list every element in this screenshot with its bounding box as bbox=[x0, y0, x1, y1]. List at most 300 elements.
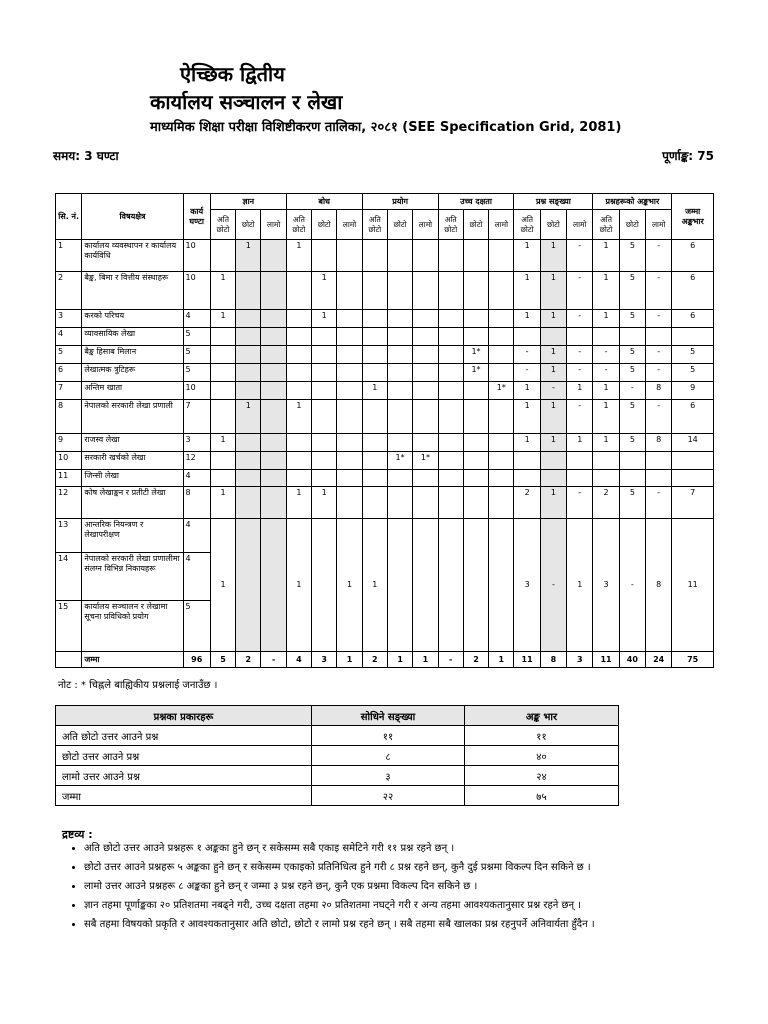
cell-u-1 bbox=[312, 346, 337, 364]
header-long: लामो bbox=[261, 210, 286, 240]
row-sn: 1 bbox=[56, 240, 82, 272]
cell-a-0 bbox=[362, 487, 387, 519]
header-long: लामो bbox=[413, 210, 438, 240]
cell-u-1: 1 bbox=[312, 272, 337, 310]
time-label: समय: bbox=[53, 149, 81, 163]
note-item: • लामो उत्तर आउने प्रश्नहरू ८ अङ्कका हुने छन् र जम्मा ३ प्रश्न रहने छन्, कुनै एक प्रश्नमा विकल्प दिन सकिने छ । bbox=[84, 879, 744, 895]
cell-k-0 bbox=[210, 470, 235, 487]
summary-cell: जम्मा bbox=[56, 786, 312, 806]
total-label: जम्मा bbox=[82, 652, 183, 668]
summary-cell: छोटो उत्तर आउने प्रश्न bbox=[56, 746, 312, 766]
cell-a-1 bbox=[387, 328, 412, 346]
cell-q-2: - bbox=[567, 310, 593, 328]
cell-a-1 bbox=[387, 272, 412, 310]
row-area: लेखात्मक त्रुटिहरू bbox=[82, 364, 183, 382]
total-cell-m-2: 24 bbox=[646, 652, 672, 668]
cell-k-1 bbox=[236, 310, 261, 328]
cell-a-1 bbox=[387, 346, 412, 364]
cell-h-2 bbox=[489, 487, 514, 519]
summary-cell: ४० bbox=[465, 746, 619, 766]
merged-cell-u-2: 1 bbox=[337, 519, 362, 652]
cell-h-1 bbox=[463, 240, 488, 272]
row-hours: 10 bbox=[183, 382, 210, 400]
cell-k-2 bbox=[261, 328, 286, 346]
title-subject-name: कार्यालय सञ्चालन र लेखा bbox=[150, 90, 343, 114]
cell-u-0 bbox=[286, 434, 311, 452]
grid-row bbox=[56, 364, 714, 382]
cell-m-1: 5 bbox=[619, 487, 645, 519]
cell-h-0 bbox=[438, 240, 463, 272]
summary-row bbox=[56, 766, 619, 786]
cell-k-2 bbox=[261, 272, 286, 310]
cell-u-0: 1 bbox=[286, 487, 311, 519]
total-cell-a-0: 2 bbox=[362, 652, 387, 668]
footnote: नोट : * चिह्नले बाह्यिकीय प्रश्नलाई जनाउँछ । bbox=[58, 680, 218, 691]
total-cell-u-2: 1 bbox=[337, 652, 362, 668]
header-vshort: अति छोटो bbox=[210, 210, 235, 240]
row-hours: 4 bbox=[183, 470, 210, 487]
cell-a-1 bbox=[387, 364, 412, 382]
cell-h-1 bbox=[463, 382, 488, 400]
cell-h-2 bbox=[489, 272, 514, 310]
cell-h-0 bbox=[438, 328, 463, 346]
cell-q-0: 1 bbox=[514, 310, 540, 328]
row-sn: 9 bbox=[56, 434, 82, 452]
cell-a-0 bbox=[362, 434, 387, 452]
cell-k-1 bbox=[236, 434, 261, 452]
cell-u-1: 1 bbox=[312, 487, 337, 519]
cell-h-2 bbox=[489, 328, 514, 346]
row-hours: 5 bbox=[183, 346, 210, 364]
merged-cell-m-0: 3 bbox=[593, 519, 619, 652]
cell-u-2 bbox=[337, 364, 362, 382]
grid-row bbox=[56, 310, 714, 328]
cell-a-2 bbox=[413, 272, 438, 310]
header-hours: कार्य घण्टा bbox=[183, 194, 210, 240]
cell-a-2 bbox=[413, 310, 438, 328]
row-total: 6 bbox=[672, 310, 714, 328]
cell-h-0 bbox=[438, 487, 463, 519]
cell-k-0: 1 bbox=[210, 310, 235, 328]
cell-m-1 bbox=[619, 470, 645, 487]
summary-header: प्रश्नका प्रकारहरू bbox=[56, 706, 312, 726]
cell-q-2 bbox=[567, 470, 593, 487]
cell-a-1: 1* bbox=[387, 452, 412, 470]
grand-total: 75 bbox=[672, 652, 714, 668]
summary-cell: ११ bbox=[465, 726, 619, 746]
cell-u-0: 1 bbox=[286, 240, 311, 272]
cell-q-1 bbox=[540, 470, 566, 487]
grid-row bbox=[56, 452, 714, 470]
cell-k-1 bbox=[236, 328, 261, 346]
cell-m-2: - bbox=[646, 240, 672, 272]
row-sn: 3 bbox=[56, 310, 82, 328]
row-sn: 7 bbox=[56, 382, 82, 400]
cell-q-0 bbox=[514, 328, 540, 346]
cell-k-0 bbox=[210, 382, 235, 400]
total-cell-h-0: - bbox=[438, 652, 463, 668]
cell-h-2: 1* bbox=[489, 382, 514, 400]
cell-u-0 bbox=[286, 364, 311, 382]
cell-m-1 bbox=[619, 452, 645, 470]
merged-cell-h-0 bbox=[438, 519, 463, 652]
cell-m-0: 1 bbox=[593, 434, 619, 452]
cell-a-1 bbox=[387, 434, 412, 452]
row-area: अन्तिम खाता bbox=[82, 382, 183, 400]
cell-q-2: - bbox=[567, 364, 593, 382]
cell-h-1 bbox=[463, 470, 488, 487]
total-cell-k-0: 5 bbox=[210, 652, 235, 668]
cell-k-0: 1 bbox=[210, 487, 235, 519]
summary-row bbox=[56, 726, 619, 746]
cell-q-0: 1 bbox=[514, 382, 540, 400]
total-cell-h-2: 1 bbox=[489, 652, 514, 668]
cell-u-2 bbox=[337, 346, 362, 364]
total-cell-k-2: - bbox=[261, 652, 286, 668]
cell-u-1 bbox=[312, 328, 337, 346]
grid-row bbox=[56, 487, 714, 519]
row-total: 9 bbox=[672, 382, 714, 400]
total-cell-h-1: 2 bbox=[463, 652, 488, 668]
merged-cell-m-1: - bbox=[619, 519, 645, 652]
merged-cell-k-1 bbox=[236, 519, 261, 652]
cell-a-2 bbox=[413, 400, 438, 434]
cell-u-2 bbox=[337, 452, 362, 470]
header-long: लामो bbox=[337, 210, 362, 240]
cell-u-1 bbox=[312, 400, 337, 434]
cell-u-2 bbox=[337, 400, 362, 434]
cell-h-1 bbox=[463, 328, 488, 346]
cell-q-2: - bbox=[567, 346, 593, 364]
cell-h-2 bbox=[489, 434, 514, 452]
cell-h-1: 1* bbox=[463, 346, 488, 364]
row-hours: 8 bbox=[183, 487, 210, 519]
cell-m-0: - bbox=[593, 364, 619, 382]
cell-q-0: - bbox=[514, 364, 540, 382]
header-higher-ability: उच्च दक्षता bbox=[438, 194, 514, 210]
grid-row bbox=[56, 470, 714, 487]
summary-header: अङ्क भार bbox=[465, 706, 619, 726]
cell-a-0 bbox=[362, 272, 387, 310]
cell-k-2 bbox=[261, 364, 286, 382]
cell-a-2 bbox=[413, 487, 438, 519]
merged-cell-q-0: 3 bbox=[514, 519, 540, 652]
total-cell-q-2: 3 bbox=[567, 652, 593, 668]
grid-row bbox=[56, 328, 714, 346]
cell-m-1: 5 bbox=[619, 364, 645, 382]
cell-k-0 bbox=[210, 452, 235, 470]
cell-k-2 bbox=[261, 310, 286, 328]
cell-m-1: 5 bbox=[619, 434, 645, 452]
cell-q-2: - bbox=[567, 240, 593, 272]
cell-u-0 bbox=[286, 346, 311, 364]
summary-cell: ८ bbox=[312, 746, 465, 766]
row-sn: 5 bbox=[56, 346, 82, 364]
cell-q-1 bbox=[540, 328, 566, 346]
cell-a-0 bbox=[362, 400, 387, 434]
cell-a-2 bbox=[413, 364, 438, 382]
merged-total: 11 bbox=[672, 519, 714, 652]
cell-k-2 bbox=[261, 346, 286, 364]
cell-u-2 bbox=[337, 240, 362, 272]
notes-list bbox=[62, 841, 744, 936]
cell-a-2 bbox=[413, 328, 438, 346]
cell-m-2: - bbox=[646, 272, 672, 310]
total-cell-q-0: 11 bbox=[514, 652, 540, 668]
row-area: नेपालको सरकारी लेखा प्रणाली bbox=[82, 400, 183, 434]
cell-m-0 bbox=[593, 328, 619, 346]
cell-h-1 bbox=[463, 452, 488, 470]
merged-cell-k-0: 1 bbox=[210, 519, 235, 652]
cell-q-0: 1 bbox=[514, 434, 540, 452]
merged-cell-a-0: 1 bbox=[362, 519, 387, 652]
merged-cell-u-0: 1 bbox=[286, 519, 311, 652]
row-area: आन्तरिक नियन्त्रण र लेखापरीक्षण bbox=[82, 519, 183, 553]
cell-u-0 bbox=[286, 272, 311, 310]
header-long: लामो bbox=[567, 210, 593, 240]
cell-u-1 bbox=[312, 382, 337, 400]
cell-q-1: - bbox=[540, 382, 566, 400]
cell-h-0 bbox=[438, 452, 463, 470]
cell-q-0: 2 bbox=[514, 487, 540, 519]
cell-m-0: 1 bbox=[593, 400, 619, 434]
cell-a-1 bbox=[387, 470, 412, 487]
row-hours: 5 bbox=[183, 364, 210, 382]
title-grid-name: माध्यमिक शिक्षा परीक्षा विशिष्टीकरण तालिका, २०८१ (SEE Specification Grid, 2081) bbox=[150, 120, 622, 135]
cell-k-0 bbox=[210, 346, 235, 364]
cell-m-2: - bbox=[646, 346, 672, 364]
grid-total-row bbox=[56, 652, 714, 668]
note-item: • ज्ञान तहमा पूर्णाङ्कका २० प्रतिशतमा नबढ्ने गरी, उच्च दक्षता तहमा २० प्रतिशतमा नघट्ने गरी र अन्य तहमा आवश्यकतानुसार प्रश्न रहने छन् । bbox=[84, 898, 744, 914]
cell-u-2 bbox=[337, 310, 362, 328]
row-sn: 2 bbox=[56, 272, 82, 310]
row-sn: 6 bbox=[56, 364, 82, 382]
cell-m-1: 5 bbox=[619, 310, 645, 328]
row-hours: 3 bbox=[183, 434, 210, 452]
header-understanding: बोध bbox=[286, 194, 362, 210]
cell-m-1: 5 bbox=[619, 272, 645, 310]
cell-m-2: - bbox=[646, 310, 672, 328]
cell-k-0 bbox=[210, 328, 235, 346]
row-sn: 8 bbox=[56, 400, 82, 434]
grid-row bbox=[56, 519, 714, 553]
cell-a-0 bbox=[362, 364, 387, 382]
cell-h-1 bbox=[463, 272, 488, 310]
cell-k-2 bbox=[261, 434, 286, 452]
summary-row bbox=[56, 746, 619, 766]
cell-m-0: 1 bbox=[593, 272, 619, 310]
total-sn bbox=[56, 652, 82, 668]
row-total bbox=[672, 452, 714, 470]
merged-cell-k-2 bbox=[261, 519, 286, 652]
row-total: 5 bbox=[672, 346, 714, 364]
row-hours: 4 bbox=[183, 519, 210, 553]
cell-h-0 bbox=[438, 364, 463, 382]
cell-h-0 bbox=[438, 470, 463, 487]
cell-q-1 bbox=[540, 452, 566, 470]
header-short: छोटो bbox=[540, 210, 566, 240]
row-hours: 7 bbox=[183, 400, 210, 434]
cell-u-0 bbox=[286, 452, 311, 470]
cell-h-0 bbox=[438, 400, 463, 434]
row-area: कार्यालय सञ्चालन र लेखामा सूचना प्रविधिको प्रयोग bbox=[82, 601, 183, 652]
row-sn: 12 bbox=[56, 487, 82, 519]
cell-a-0 bbox=[362, 328, 387, 346]
cell-a-0 bbox=[362, 452, 387, 470]
cell-a-2 bbox=[413, 240, 438, 272]
header-short: छोटो bbox=[236, 210, 261, 240]
summary-cell: ११ bbox=[312, 726, 465, 746]
cell-m-0: 1 bbox=[593, 310, 619, 328]
full-marks-info bbox=[662, 147, 714, 164]
cell-q-2 bbox=[567, 452, 593, 470]
row-sn: 15 bbox=[56, 601, 82, 652]
cell-u-1 bbox=[312, 434, 337, 452]
cell-u-2 bbox=[337, 272, 362, 310]
cell-h-1 bbox=[463, 487, 488, 519]
total-cell-m-0: 11 bbox=[593, 652, 619, 668]
cell-h-2 bbox=[489, 240, 514, 272]
summary-cell: २४ bbox=[465, 766, 619, 786]
total-cell-u-1: 3 bbox=[312, 652, 337, 668]
cell-k-0: 1 bbox=[210, 272, 235, 310]
cell-u-2 bbox=[337, 434, 362, 452]
cell-q-0 bbox=[514, 470, 540, 487]
cell-a-2 bbox=[413, 382, 438, 400]
row-area: सरकारी खर्चको लेखा bbox=[82, 452, 183, 470]
row-area: व्यावसायिक लेखा bbox=[82, 328, 183, 346]
cell-m-0: 1 bbox=[593, 240, 619, 272]
cell-q-1: 1 bbox=[540, 400, 566, 434]
cell-h-2 bbox=[489, 452, 514, 470]
header-question-marks: प्रश्नहरूको अङ्कभार bbox=[593, 194, 672, 210]
row-total: 6 bbox=[672, 272, 714, 310]
summary-cell: अति छोटो उत्तर आउने प्रश्न bbox=[56, 726, 312, 746]
cell-a-0 bbox=[362, 310, 387, 328]
cell-m-0: - bbox=[593, 346, 619, 364]
cell-u-0: 1 bbox=[286, 400, 311, 434]
row-total: 6 bbox=[672, 400, 714, 434]
note-item: • छोटो उत्तर आउने प्रश्नहरू ५ अङ्कका हुने छन् र सकेसम्म एकाइको प्रतिनिधित्व हुने गरी ८ प्रश्न रहने छन्, कुनै दुई प्रश्नमा विकल्प दिन सकिने छ । bbox=[84, 860, 744, 876]
title-subject-type: ऐच्छिक द्वितीय bbox=[180, 62, 285, 86]
full-marks-label: पूर्णाङ्क: bbox=[662, 149, 694, 163]
row-area: कार्यालय व्यवस्थापन र कार्यालय कार्यविधि bbox=[82, 240, 183, 272]
summary-header: सोधिने सङ्ख्या bbox=[312, 706, 465, 726]
merged-cell-a-1 bbox=[387, 519, 412, 652]
row-sn: 4 bbox=[56, 328, 82, 346]
cell-a-0 bbox=[362, 240, 387, 272]
total-cell-a-1: 1 bbox=[387, 652, 412, 668]
cell-m-0: 2 bbox=[593, 487, 619, 519]
cell-h-0 bbox=[438, 434, 463, 452]
header-long: लामो bbox=[489, 210, 514, 240]
cell-k-0: 1 bbox=[210, 434, 235, 452]
cell-m-2 bbox=[646, 452, 672, 470]
row-total: 7 bbox=[672, 487, 714, 519]
cell-a-0: 1 bbox=[362, 382, 387, 400]
header-short: छोटो bbox=[312, 210, 337, 240]
cell-u-0 bbox=[286, 328, 311, 346]
cell-k-2 bbox=[261, 382, 286, 400]
cell-m-2: 8 bbox=[646, 382, 672, 400]
cell-k-2 bbox=[261, 240, 286, 272]
total-cell-k-1: 2 bbox=[236, 652, 261, 668]
cell-q-0: 1 bbox=[514, 400, 540, 434]
header-short: छोटो bbox=[619, 210, 645, 240]
row-total bbox=[672, 470, 714, 487]
cell-u-2 bbox=[337, 487, 362, 519]
cell-m-2 bbox=[646, 470, 672, 487]
row-total: 6 bbox=[672, 240, 714, 272]
cell-q-2: - bbox=[567, 487, 593, 519]
header-knowledge: ज्ञान bbox=[210, 194, 286, 210]
header-vshort: अति छोटो bbox=[438, 210, 463, 240]
cell-q-2: 1 bbox=[567, 434, 593, 452]
grid-row bbox=[56, 434, 714, 452]
header-long: लामो bbox=[646, 210, 672, 240]
cell-h-1: 1* bbox=[463, 364, 488, 382]
merged-cell-u-1 bbox=[312, 519, 337, 652]
row-sn: 11 bbox=[56, 470, 82, 487]
cell-k-1 bbox=[236, 452, 261, 470]
cell-h-2 bbox=[489, 346, 514, 364]
cell-q-1: 1 bbox=[540, 272, 566, 310]
row-area: बैङ्क, बिमा र वित्तीय संस्थाहरू bbox=[82, 272, 183, 310]
cell-m-0: 1 bbox=[593, 382, 619, 400]
grid-row bbox=[56, 382, 714, 400]
cell-m-2: 8 bbox=[646, 434, 672, 452]
cell-u-2 bbox=[337, 382, 362, 400]
cell-u-2 bbox=[337, 328, 362, 346]
cell-q-0 bbox=[514, 452, 540, 470]
cell-u-2 bbox=[337, 470, 362, 487]
cell-h-1 bbox=[463, 310, 488, 328]
cell-u-1 bbox=[312, 240, 337, 272]
cell-a-1 bbox=[387, 240, 412, 272]
row-hours: 10 bbox=[183, 272, 210, 310]
cell-h-0 bbox=[438, 382, 463, 400]
cell-m-1 bbox=[619, 328, 645, 346]
cell-k-2 bbox=[261, 487, 286, 519]
cell-k-0 bbox=[210, 240, 235, 272]
summary-cell: २२ bbox=[312, 786, 465, 806]
question-summary-table bbox=[55, 705, 619, 806]
cell-k-1: 1 bbox=[236, 240, 261, 272]
cell-u-1 bbox=[312, 364, 337, 382]
cell-m-2 bbox=[646, 328, 672, 346]
header-area: विषयक्षेत्र bbox=[82, 194, 183, 240]
row-sn: 14 bbox=[56, 553, 82, 601]
header-vshort: अति छोटो bbox=[514, 210, 540, 240]
merged-cell-a-2 bbox=[413, 519, 438, 652]
cell-h-0 bbox=[438, 346, 463, 364]
grid-row bbox=[56, 272, 714, 310]
cell-q-2: - bbox=[567, 400, 593, 434]
note-item: • अति छोटो उत्तर आउने प्रश्नहरू १ अङ्कका हुने छन् र सकेसम्म सबै एकाइ समेटिने गरी ११ प्रश्न रहने छन् । bbox=[84, 841, 744, 857]
summary-cell: ३ bbox=[312, 766, 465, 786]
cell-q-2 bbox=[567, 328, 593, 346]
cell-u-0 bbox=[286, 310, 311, 328]
cell-k-0 bbox=[210, 364, 235, 382]
cell-k-1 bbox=[236, 382, 261, 400]
row-hours: 10 bbox=[183, 240, 210, 272]
cell-k-2 bbox=[261, 470, 286, 487]
merged-cell-h-1 bbox=[463, 519, 488, 652]
cell-m-1: 5 bbox=[619, 240, 645, 272]
cell-m-1: 5 bbox=[619, 400, 645, 434]
cell-q-1: 1 bbox=[540, 487, 566, 519]
cell-h-1 bbox=[463, 434, 488, 452]
